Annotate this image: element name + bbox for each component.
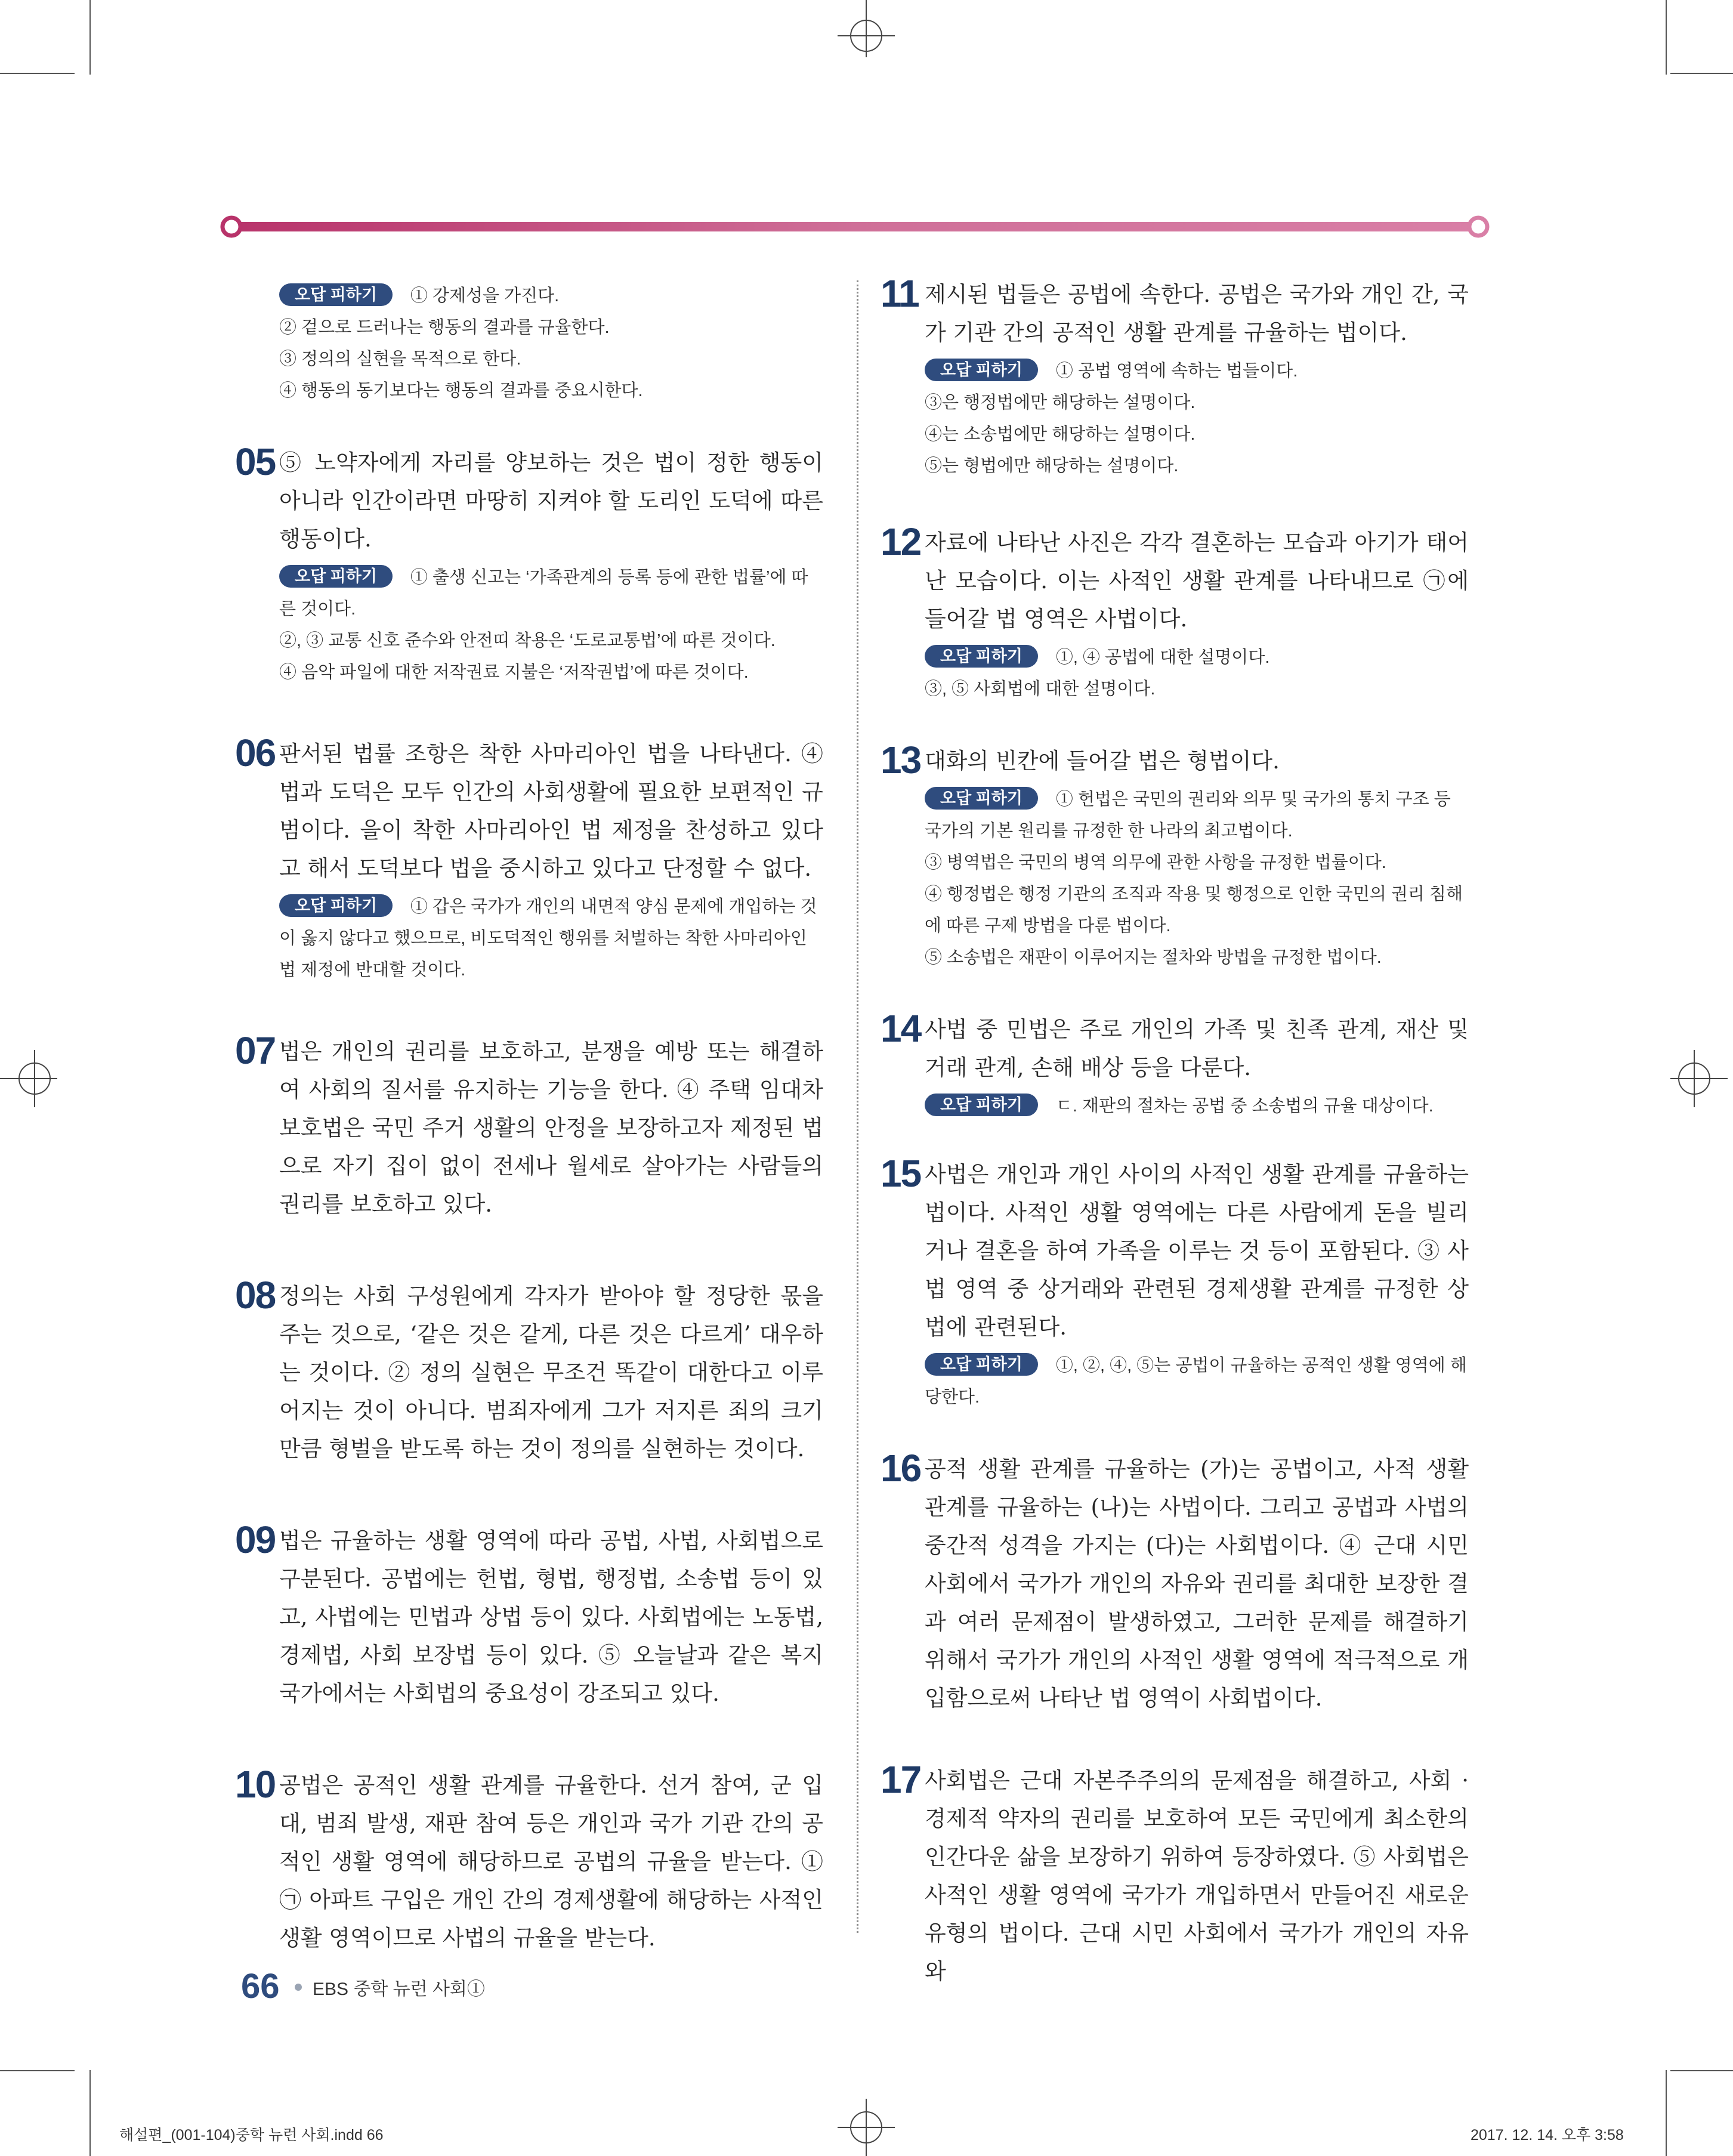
answer-item-07 xyxy=(235,1029,823,1224)
note-line: ③, ⑤ 사회법에 대한 설명이다. xyxy=(925,679,1156,699)
answer-item-17 xyxy=(881,1758,1469,1991)
avoid-mistakes-badge: 오답 피하기 xyxy=(279,565,393,588)
avoid-mistakes-badge: 오답 피하기 xyxy=(925,645,1038,668)
note-line: ③ 정의의 실현을 목적으로 한다. xyxy=(279,350,521,369)
question-number: 07 xyxy=(235,1029,276,1072)
registration-mark-bottom xyxy=(838,2099,895,2156)
question-number: 11 xyxy=(881,272,919,315)
avoid-mistakes-badge: 오답 피하기 xyxy=(925,1094,1038,1116)
avoid-mistakes-badge: 오답 피하기 xyxy=(279,283,393,306)
answer-note: 오답 피하기 ① 공법 영역에 속하는 법들이다. ③은 행정법에만 해당하는 설명이다. ④는 소송법에만 해당하는 설명이다. ⑤는 형법에만 해당하는 설명이다. xyxy=(925,356,1469,482)
answer-note: 오답 피하기 ㄷ. 재판의 절차는 공법 중 소송법의 규율 대상이다. xyxy=(925,1091,1469,1122)
crop-mark-bl-h xyxy=(0,2070,75,2071)
answer-item-13 xyxy=(881,739,1469,974)
answer-text: 대화의 빈칸에 들어갈 법은 형법이다. xyxy=(925,748,1280,774)
note-line: ③ 병역법은 국민의 병역 의무에 관한 사항을 규정한 법률이다. xyxy=(925,853,1386,872)
answer-item-12 xyxy=(881,520,1469,705)
answer-text: 정의는 사회 구성원에게 각자가 받아야 할 정당한 몫을 주는 것으로, ‘같은 것은 같게, 다른 것은 다르게’ 대우하는 것이다. ② 정의 실현은 무조건 똑같이 대한다고 이루어지는 것이 아니다. 범죄자에게 그가 저지른 죄의 크기만큼 형벌을 받도록 하는 것이 정의를 실현하는 것이다. xyxy=(279,1283,823,1462)
print-slug-date: 2017. 12. 14. 오후 3:58 xyxy=(1471,2127,1624,2143)
answer-item-10 xyxy=(235,1763,823,1957)
note-line: ⑤ 소송법은 재판이 이루어지는 절차와 방법을 규정한 법이다. xyxy=(925,948,1382,967)
answer-text: ⑤ 노약자에게 자리를 양보하는 것은 법이 정한 행동이 아니라 인간이라면 마땅히 지켜야 할 도리인 도덕에 따른 행동이다. xyxy=(279,450,823,552)
registration-mark-top xyxy=(838,0,895,57)
crop-mark-br-v xyxy=(1666,2070,1667,2156)
crop-mark-tr-h xyxy=(1670,73,1733,74)
registration-mark-right xyxy=(1670,1050,1728,1107)
answer-text: 판서된 법률 조항은 착한 사마리아인 법을 나타낸다. ④ 법과 도덕은 모두 인간의 사회생활에 필요한 보편적인 규범이다. 을이 착한 사마리아인 법 제정을 찬성하고 있다고 해서 도덕보다 법을 중시하고 있다고 단정할 수 없다. xyxy=(279,741,823,881)
note-line: ⑤는 형법에만 해당하는 설명이다. xyxy=(925,456,1179,475)
note-line: ②, ③ 교통 신호 준수와 안전띠 착용은 ‘도로교통법’에 따른 것이다. xyxy=(279,631,776,650)
note-line: 오답 피하기 ① 강제성을 가진다. xyxy=(279,280,823,312)
page-number: 66 xyxy=(241,1967,280,2006)
avoid-mistakes-badge: 오답 피하기 xyxy=(925,787,1038,810)
question-number: 16 xyxy=(881,1447,921,1490)
avoid-mistakes-badge: 오답 피하기 xyxy=(925,1353,1038,1376)
answer-note: 오답 피하기 ① 갑은 국가가 개인의 내면적 양심 문제에 개입하는 것이 옳지 않다고 했으므로, 비도덕적인 행위를 처벌하는 착한 사마리아인 법 제정에 반대할 것이다. xyxy=(279,891,823,986)
question-number: 09 xyxy=(235,1518,276,1561)
crop-mark-tr-v xyxy=(1666,0,1667,75)
question-number: 13 xyxy=(881,739,921,782)
answer-item-14 xyxy=(881,1007,1469,1122)
question-number: 05 xyxy=(235,440,276,483)
question-number: 08 xyxy=(235,1274,276,1317)
crop-mark-tl-v xyxy=(89,0,91,75)
note-line: ④ 행정법은 행정 기관의 조직과 작용 및 행정으로 인한 국민의 권리 침해에 따른 구제 방법을 다룬 법이다. xyxy=(925,885,1463,935)
note-line: ④ 행동의 동기보다는 행동의 결과를 중요시한다. xyxy=(279,381,643,400)
question-number: 15 xyxy=(881,1152,921,1195)
answer-text: 사법 중 민법은 주로 개인의 가족 및 친족 관계, 재산 및 거래 관계, 손해 배상 등을 다룬다. xyxy=(925,1017,1469,1080)
note-line: ④는 소송법에만 해당하는 설명이다. xyxy=(925,425,1196,444)
registration-mark-left xyxy=(0,1050,57,1107)
answer-text: 사회법은 근대 자본주주의의 문제점을 해결하고, 사회 · 경제적 약자의 권리를 보호하여 모든 국민에게 최소한의 인간다운 삶을 보장하기 위하여 등장하였다. ⑤ 사회법은 사적인 생활 영역에 국가가 개입하면서 만들어진 새로운 유형의 법이다. 근대 시민 사회에서 국가가 개인의 자유와 xyxy=(925,1768,1469,1984)
crop-mark-bl-v xyxy=(89,2070,91,2156)
question-number: 06 xyxy=(235,731,276,774)
answer-item-16 xyxy=(881,1447,1469,1718)
left-column xyxy=(235,280,823,1957)
note-line: ② 겉으로 드러나는 행동의 결과를 규율한다. xyxy=(279,318,610,337)
crop-mark-br-h xyxy=(1670,2070,1733,2071)
question-number: 12 xyxy=(881,520,921,563)
avoid-mistakes-badge: 오답 피하기 xyxy=(279,894,393,917)
answer-text: 제시된 법들은 공법에 속한다. 공법은 국가와 개인 간, 국가 기관 간의 공적인 생활 관계를 규율하는 법이다. xyxy=(925,282,1469,345)
note-line: ④ 음악 파일에 대한 저작권료 지불은 ‘저작권법’에 따른 것이다. xyxy=(279,663,749,682)
answer-item-09 xyxy=(235,1518,823,1713)
answer-item-05 xyxy=(235,440,823,688)
answer-item-15 xyxy=(881,1152,1469,1413)
top-note xyxy=(239,280,823,407)
column-divider xyxy=(857,280,858,1933)
answer-note: 오답 피하기 ① 출생 신고는 ‘가족관계의 등록 등에 관한 법률’에 따른 것이다. ②, ③ 교통 신호 준수와 안전띠 착용은 ‘도로교통법’에 따른 것이다. ④ 음악 파일에 대한 저작권료 지불은 ‘저작권법’에 따른 것이다. xyxy=(279,562,823,688)
header-decorative-bar xyxy=(220,215,1490,239)
answer-note: 오답 피하기 ① 헌법은 국민의 권리와 의무 및 국가의 통치 구조 등 국가의 기본 원리를 규정한 한 나라의 최고법이다. ③ 병역법은 국민의 병역 의무에 관한 사항을 규정한 법률이다. ④ 행정법은 행정 기관의 조직과 작용 및 행정으로 인한 국민의 권리 침해에 따른 구제 방법을 다룬 법이다. ⑤ 소송법은 재판이 이루어지는 절차와 방법을 규정한 법이다. xyxy=(925,784,1469,974)
avoid-mistakes-badge: 오답 피하기 xyxy=(925,359,1038,381)
question-number: 10 xyxy=(235,1763,276,1806)
book-title: EBS 중학 뉴런 사회① xyxy=(313,1979,485,1999)
answer-item-06 xyxy=(235,731,823,986)
answer-text: 공법은 공적인 생활 관계를 규율한다. 선거 참여, 군 입대, 범죄 발생, 재판 참여 등은 개인과 국가 기관 간의 공적인 생활 영역에 해당하므로 공법의 규율을 받는다. ① ㉠ 아파트 구입은 개인 간의 경제생활에 해당하는 사적인 생활 영역이므로 사법의 규율을 받는다. xyxy=(279,1772,823,1951)
answer-text: 사법은 개인과 개인 사이의 사적인 생활 관계를 규율하는 법이다. 사적인 생활 영역에는 다른 사람에게 돈을 빌리거나 결혼을 하여 가족을 이루는 것 등이 포함된다. ③ 사법 영역 중 상거래와 관련된 경제생활 관계를 규정한 상법에 관련된다. xyxy=(925,1162,1469,1340)
note-line: ③은 행정법에만 해당하는 설명이다. xyxy=(925,393,1196,412)
answer-text: 공적 생활 관계를 규율하는 (가)는 공법이고, 사적 생활 관계를 규율하는 (나)는 사법이다. 그리고 공법과 사법의 중간적 성격을 가지는 (다)는 사회법이다. ④ 근대 시민 사회에서 국가가 개인의 자유와 권리를 최대한 보장한 결과 여러 문제점이 발생하였고, 그러한 문제를 해결하기 위해서 국가가 개인의 사적인 생활 영역에 적극적으로 개입함으로써 나타난 법 영역이 사회법이다. xyxy=(925,1456,1469,1711)
answer-note: 오답 피하기 ①, ④ 공법에 대한 설명이다. ③, ⑤ 사회법에 대한 설명이다. xyxy=(925,642,1469,705)
answer-text: 법은 규율하는 생활 영역에 따라 공법, 사법, 사회법으로 구분된다. 공법에는 헌법, 형법, 행정법, 소송법 등이 있고, 사법에는 민법과 상법 등이 있다. 사회법에는 노동법, 경제법, 사회 보장법 등이 있다. ⑤ 오늘날과 같은 복지 국가에서는 사회법의 중요성이 강조되고 있다. xyxy=(279,1528,823,1706)
answer-note: 오답 피하기 ①, ②, ④, ⑤는 공법이 규율하는 공적인 생활 영역에 해당한다. xyxy=(925,1350,1469,1413)
answer-item-11 xyxy=(881,272,1469,482)
crop-mark-tl-h xyxy=(0,73,75,74)
right-column xyxy=(881,272,1469,1991)
answer-text: 법은 개인의 권리를 보호하고, 분쟁을 예방 또는 해결하여 사회의 질서를 유지하는 기능을 한다. ④ 주택 임대차 보호법은 국민 주거 생활의 안정을 보장하고자 제정된 법으로 자기 집이 없이 전세나 월세로 살아가는 사람들의 권리를 보호하고 있다. xyxy=(279,1039,823,1217)
answer-text: 자료에 나타난 사진은 각각 결혼하는 모습과 아기가 태어난 모습이다. 이는 사적인 생활 관계를 나타내므로 ㉠에 들어갈 법 영역은 사법이다. xyxy=(925,530,1469,632)
print-slug-file: 해설편_(001-104)중학 뉴런 사회.indd 66 xyxy=(119,2127,384,2143)
answer-item-08 xyxy=(235,1274,823,1468)
question-number: 14 xyxy=(881,1007,921,1050)
footer-bullet xyxy=(295,1984,302,1991)
question-number: 17 xyxy=(881,1758,921,1801)
